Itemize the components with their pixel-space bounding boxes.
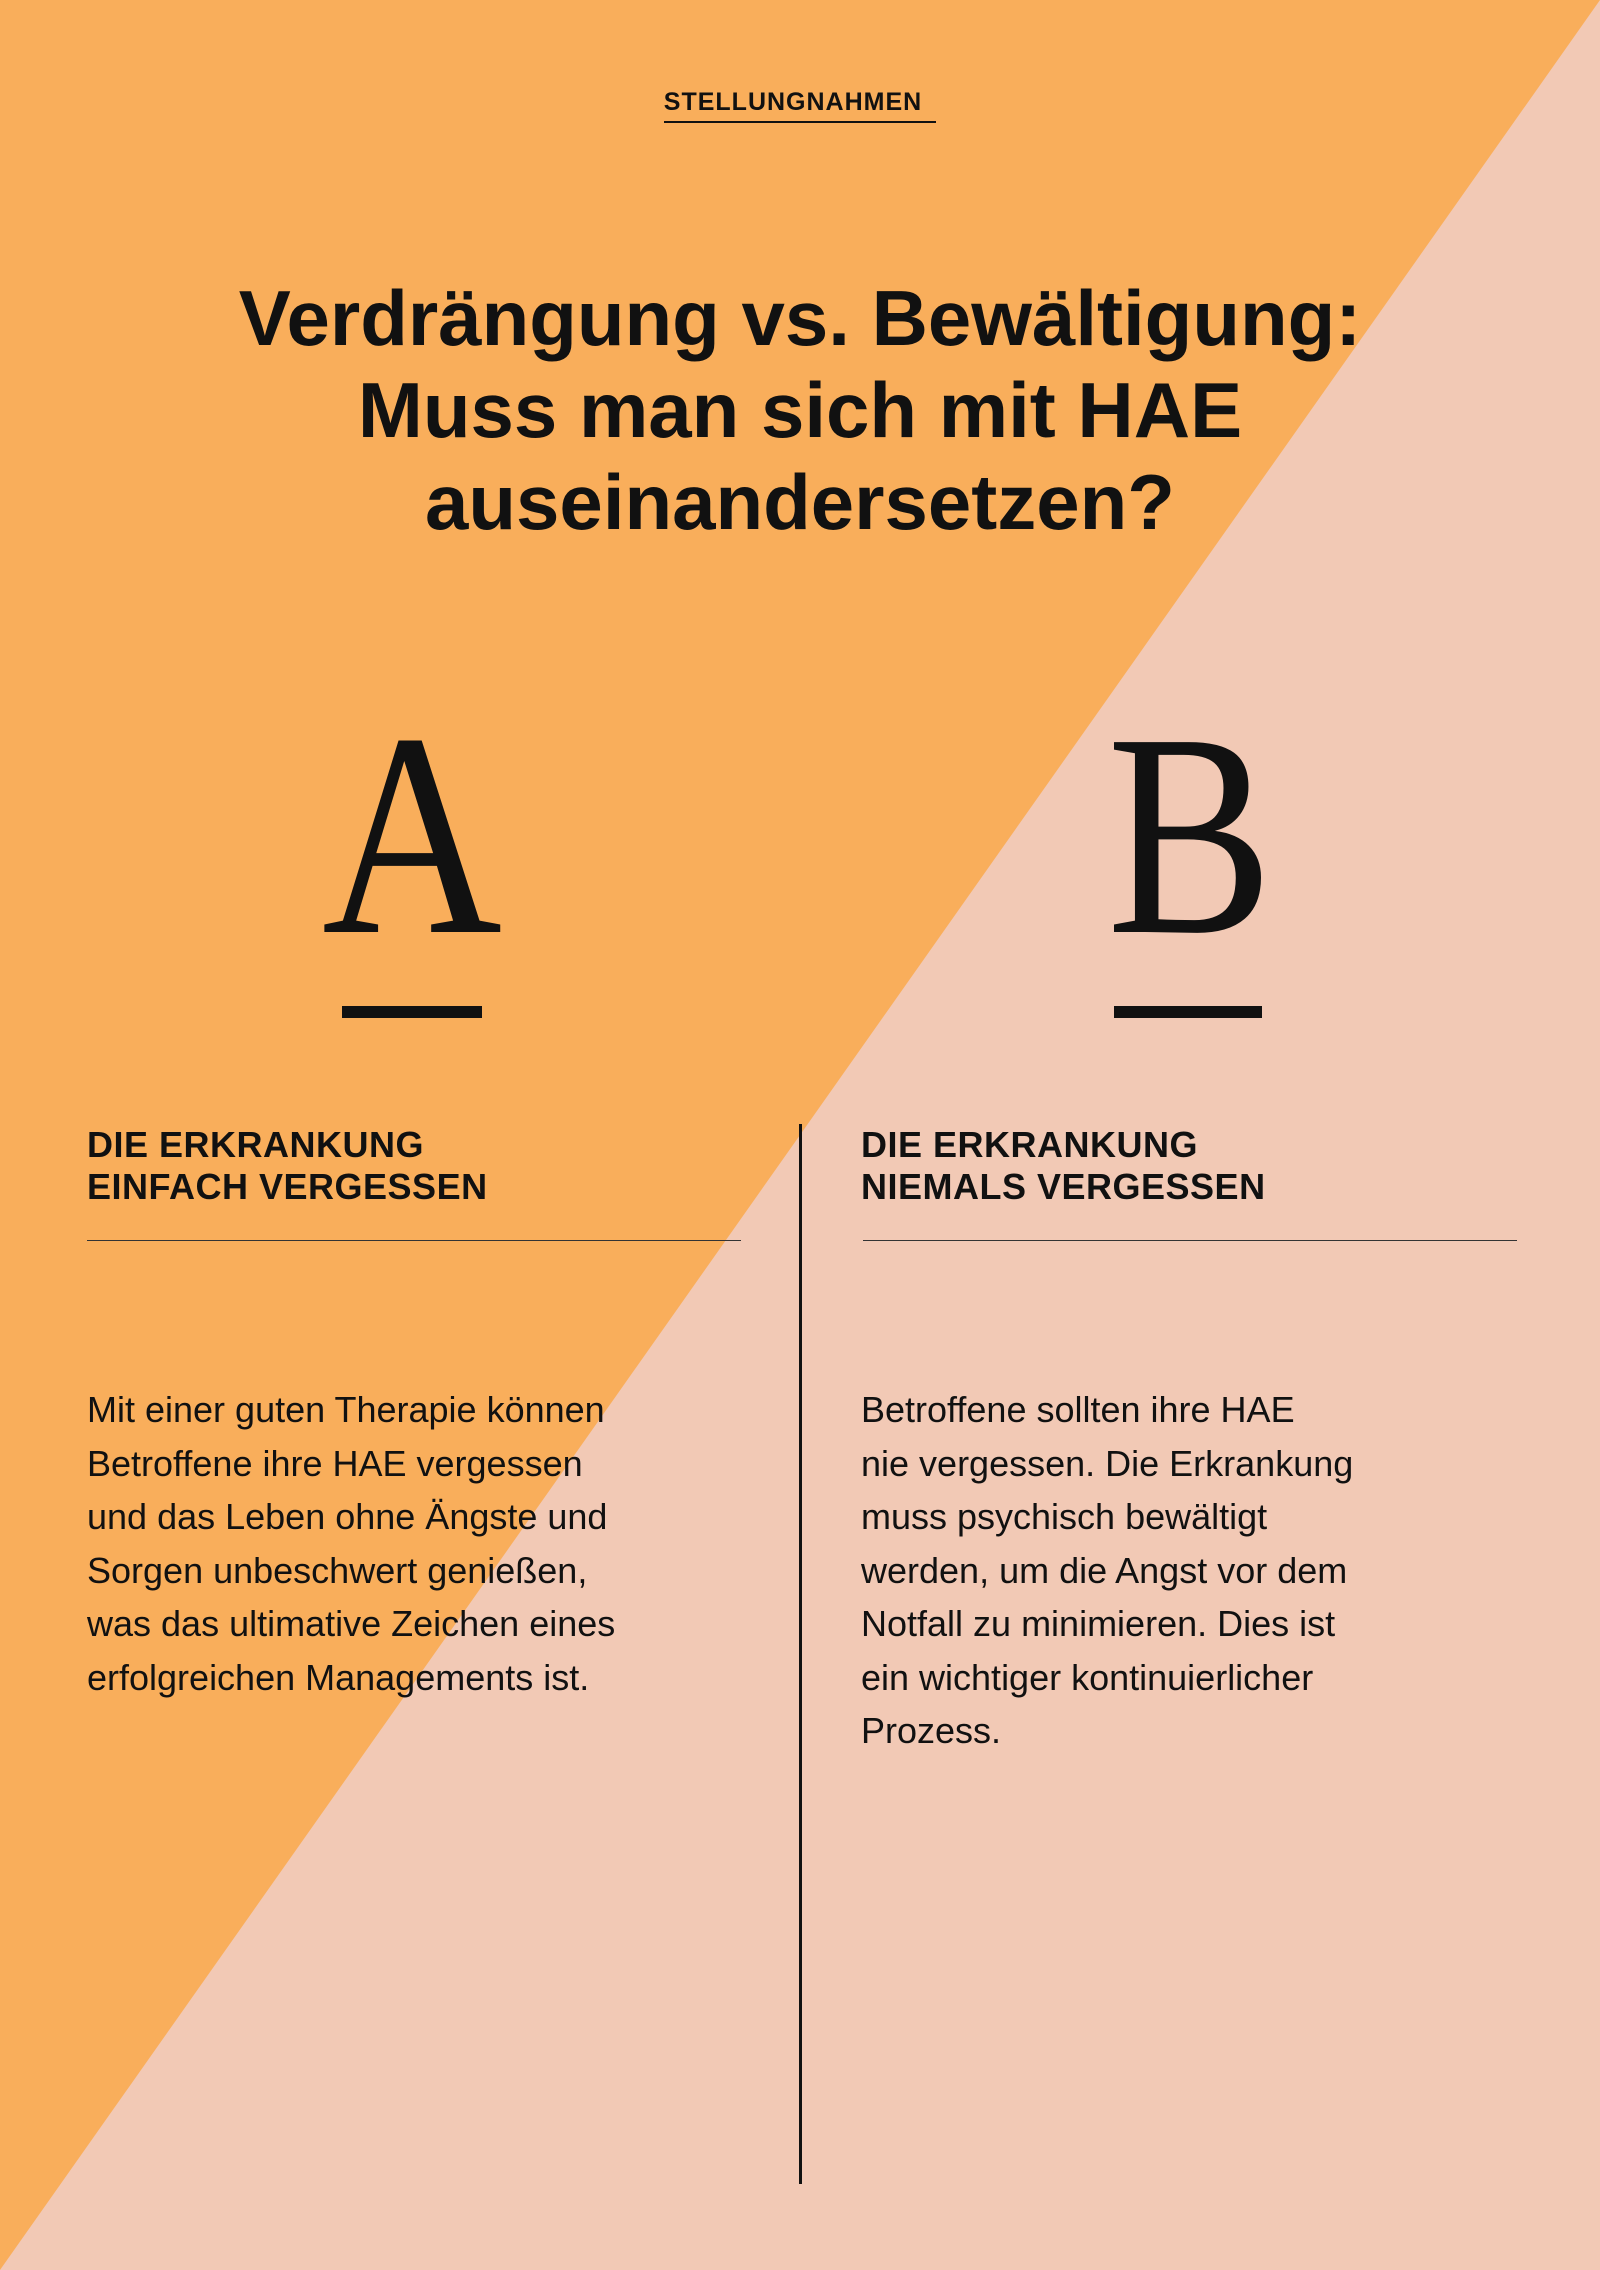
body-line: muss psychisch bewältigt bbox=[861, 1496, 1268, 1537]
title-line: Muss man sich mit HAE bbox=[357, 366, 1243, 454]
section-kicker bbox=[0, 88, 1600, 123]
option-b-underline bbox=[1114, 1006, 1262, 1018]
body-line: was das ultimative Zeichen eines bbox=[87, 1603, 616, 1644]
heading-line: DIE ERKRANKUNG bbox=[87, 1124, 425, 1165]
body-line: Betroffene sollten ihre HAE bbox=[861, 1389, 1295, 1430]
option-a-underline bbox=[342, 1006, 482, 1018]
body-line: Sorgen unbeschwert genießen, bbox=[87, 1549, 588, 1591]
body-line: Notfall zu minimieren. Dies ist bbox=[861, 1603, 1336, 1644]
body-line: werden, um die Angst vor dem bbox=[861, 1549, 1348, 1591]
body-line: erfolgreichen Managements ist. bbox=[87, 1656, 590, 1698]
title-line: auseinandersetzen? bbox=[425, 458, 1175, 546]
option-b-body bbox=[861, 1383, 1541, 1758]
body-line: Mit einer guten Therapie können bbox=[87, 1389, 605, 1430]
option-a-rule bbox=[87, 1240, 741, 1241]
option-a-body bbox=[87, 1383, 767, 1704]
body-line: ein wichtiger kontinuierlicher bbox=[861, 1656, 1314, 1698]
heading-line: DIE ERKRANKUNG bbox=[861, 1124, 1199, 1165]
column-divider bbox=[799, 1124, 802, 2184]
body-line: Betroffene ihre HAE vergessen bbox=[87, 1442, 583, 1484]
option-a-letter: A bbox=[321, 674, 503, 995]
option-b-letter: B bbox=[1106, 674, 1274, 995]
body-line: nie vergessen. Die Erkrankung bbox=[861, 1442, 1354, 1484]
heading-line: EINFACH VERGESSEN bbox=[87, 1166, 488, 1207]
kicker-label: STELLUNGNAHMEN bbox=[664, 88, 936, 123]
option-b-rule bbox=[863, 1240, 1517, 1241]
page-title bbox=[100, 272, 1500, 548]
title-line: Verdrängung vs. Bewältigung: bbox=[238, 274, 1362, 362]
body-line: und das Leben ohne Ängste und bbox=[87, 1496, 608, 1537]
option-b-heading bbox=[861, 1124, 1521, 1208]
option-a-heading bbox=[87, 1124, 747, 1208]
body-line: Prozess. bbox=[861, 1710, 1002, 1751]
heading-line: NIEMALS VERGESSEN bbox=[861, 1166, 1266, 1207]
